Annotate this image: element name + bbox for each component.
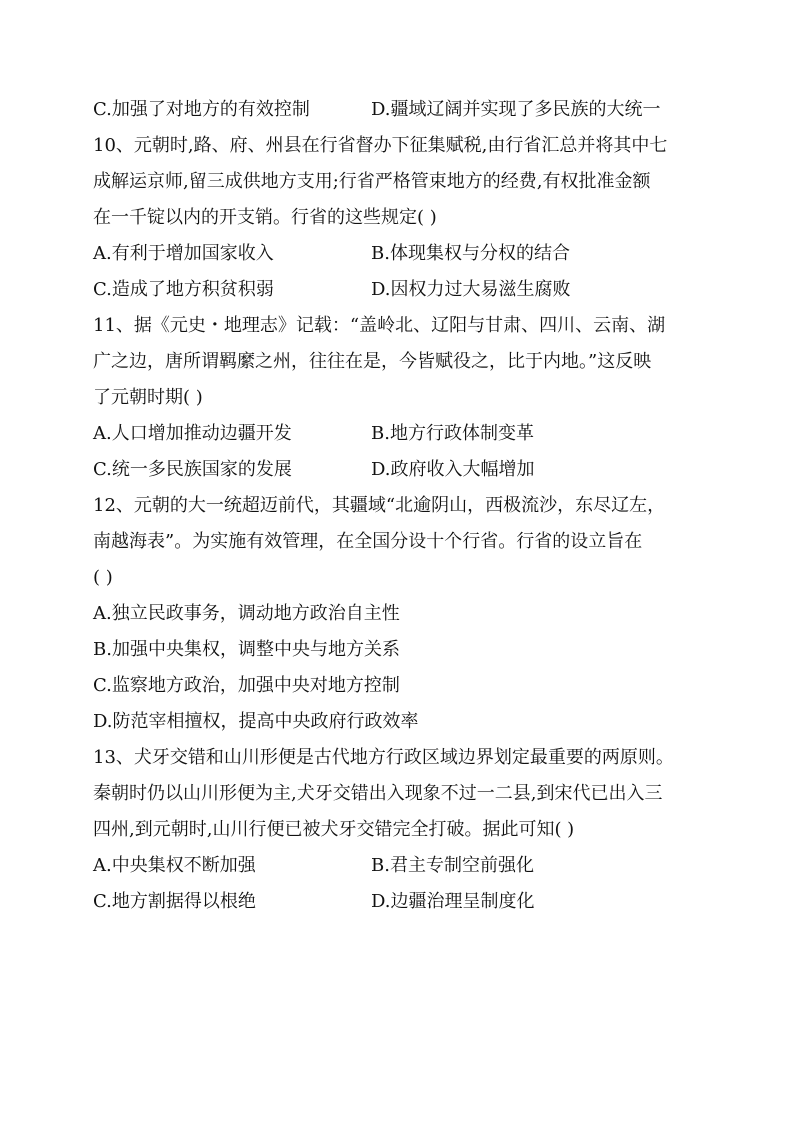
option-a: A.中央集权不断加强 [93, 855, 256, 876]
question-9-tail [93, 92, 713, 128]
question-stem-line: 广之边，唐所谓羁縻之州，往往在是，今皆赋役之，比于内地。”这反映 [93, 351, 652, 372]
option-row [93, 92, 713, 128]
question-12 [93, 488, 713, 740]
option-row [93, 884, 713, 920]
question-stem-line: 成解运京师,留三成供地方支用;行省严格管束地方的经费,有权批准金额 [93, 171, 651, 192]
question-stem-line: ( ) [93, 567, 113, 588]
option-row [93, 416, 713, 452]
question-stem-line: 在一千锭以内的开支销。行省的这些规定( ) [93, 207, 437, 228]
question-stem-line: 了元朝时期( ) [93, 387, 203, 408]
question-stem-line: 11、据《元史・地理志》记载：“盖岭北、辽阳与甘肃、四川、云南、湖 [93, 315, 666, 336]
option-c: C.监察地方政治，加强中央对地方控制 [93, 675, 400, 696]
option-b: B.地方行政体制变革 [371, 423, 534, 444]
option-a: A.人口增加推动边疆开发 [93, 423, 292, 444]
question-11 [93, 308, 713, 488]
option-c: C.加强了对地方的有效控制 [93, 99, 310, 120]
option-d: D.疆域辽阔并实现了多民族的大统一 [371, 99, 661, 120]
exam-page [93, 92, 713, 920]
question-stem-line: 10、元朝时,路、府、州县在行省督办下征集赋税,由行省汇总并将其中七 [93, 135, 668, 156]
question-stem-line: 四州,到元朝时,山川行便已被犬牙交错完全打破。据此可知( ) [93, 819, 575, 840]
question-13 [93, 740, 713, 920]
option-d: D.政府收入大幅增加 [371, 459, 535, 480]
question-stem-line: 秦朝时仍以山川形便为主,犬牙交错出入现象不过一二县,到宋代已出入三 [93, 783, 663, 804]
option-row [93, 236, 713, 272]
option-d: D.边疆治理呈制度化 [371, 891, 535, 912]
option-b: B.加强中央集权，调整中央与地方关系 [93, 639, 400, 660]
question-10 [93, 128, 713, 308]
option-b: B.体现集权与分权的结合 [371, 243, 570, 264]
option-c: C.地方割据得以根绝 [93, 891, 256, 912]
option-a: A.独立民政事务，调动地方政治自主性 [93, 603, 400, 624]
question-stem-line: 12、元朝的大一统超迈前代，其疆域“北逾阴山，西极流沙，东尽辽左， [93, 495, 666, 516]
option-row [93, 272, 713, 308]
option-a: A.有利于增加国家收入 [93, 243, 274, 264]
option-b: B.君主专制空前强化 [371, 855, 534, 876]
question-stem-line: 13、犬牙交错和山川形便是古代地方行政区域边界划定最重要的两原则。 [93, 747, 674, 768]
question-stem-line: 南越海表”。为实施有效管理，在全国分设十个行省。行省的设立旨在 [93, 531, 643, 552]
option-c: C.统一多民族国家的发展 [93, 459, 292, 480]
option-d: D.防范宰相擅权，提高中央政府行政效率 [93, 711, 419, 732]
option-row [93, 452, 713, 488]
option-row [93, 848, 713, 884]
option-c: C.造成了地方积贫积弱 [93, 279, 274, 300]
option-d: D.因权力过大易滋生腐败 [371, 279, 571, 300]
